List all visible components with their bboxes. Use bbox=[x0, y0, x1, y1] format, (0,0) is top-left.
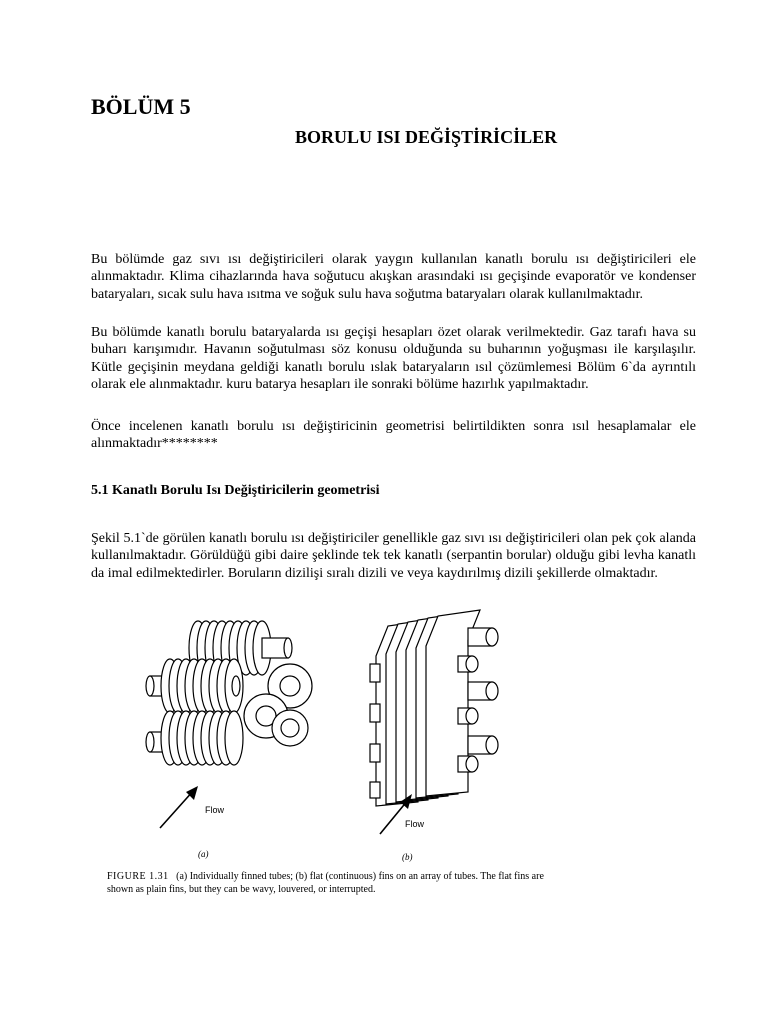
chapter-title: BORULU ISI DEĞİŞTİRİCİLER bbox=[295, 127, 558, 147]
individually-finned-tubes-drawing bbox=[146, 621, 312, 828]
continuous-fins-drawing bbox=[370, 610, 498, 834]
section-heading: 5.1 Kanatlı Borulu Isı Değiştiricilerin geometrisi bbox=[91, 483, 380, 498]
flow-label-a: Flow bbox=[205, 805, 225, 815]
tube-ends-right bbox=[244, 664, 312, 746]
finned-tube-figure bbox=[140, 606, 540, 868]
subfigure-label-b: (b) bbox=[402, 852, 413, 862]
intro-paragraph-2: Bu bölümde kanatlı borulu bataryalarda ısı geçişi hesapları özet olarak verilmektedir. Gaz tarafı hava su buharı karışımıdır. Havanın soğutulması söz konusu olduğunda su buharının yoğuşması ile karşılaşılır. Kütle geçişinin meydana geldiği kanatlı borulu ıslak bataryaların ısıl çözümlemesi Bölüm 6`da ayrıntılı olarak ele alınmaktadır. kuru batarya hesapları ile sonraki bölüme hazırlık yapılmaktadır. bbox=[91, 325, 696, 392]
section-paragraph: Şekil 5.1`de görülen kanatlı borulu ısı değiştiriciler genellikle gaz sıvı ısı değiştiricileri olan pek çok alanda kullanılmaktadır. Görüldüğü gibi daire şeklinde tek tek kanatlı (serpantin borular) olduğu gibi levha kanatlı da imal edilmektedirler. Boruların dizilişi sıralı dizili ve veya kaydırılmış dizili şekillerde olmaktadır. bbox=[91, 531, 696, 581]
intro-paragraph-3: Önce incelenen kanatlı borulu ısı değiştiricinin geometrisi belirtildikten sonra ısıl hesaplamalar ele alınmaktadır******** bbox=[91, 419, 696, 452]
figure-caption-id: FIGURE 1.31 bbox=[107, 871, 169, 882]
flow-label-b: Flow bbox=[405, 819, 425, 829]
subfigure-label-a: (a) bbox=[198, 849, 209, 859]
finned-tube-middle bbox=[146, 659, 243, 713]
figure-caption bbox=[107, 870, 567, 896]
intro-paragraph-1: Bu bölümde gaz sıvı ısı değiştiricileri olarak yaygın kullanılan kanatlı borulu ısı değiştiricileri ele alınmaktadır. Klima cihazlarında hava soğutucu akışkan arasındaki ısı geçişinde evaporatör ve kondenser bataryaları, sıcak sulu hava ısıtma ve soğuk sulu hava soğutma bataryaları olarak kullanılmaktadır. bbox=[91, 252, 696, 302]
figure-caption-text: (a) Individually finned tubes; (b) flat (continuous) fins on an array of tubes. The flat fins are shown as plain fins, but they can be wavy, louvered, or interrupted. bbox=[107, 871, 544, 895]
finned-tube-bottom bbox=[146, 711, 243, 765]
chapter-heading: BÖLÜM 5 bbox=[91, 94, 191, 119]
flow-arrow-a bbox=[160, 786, 198, 828]
